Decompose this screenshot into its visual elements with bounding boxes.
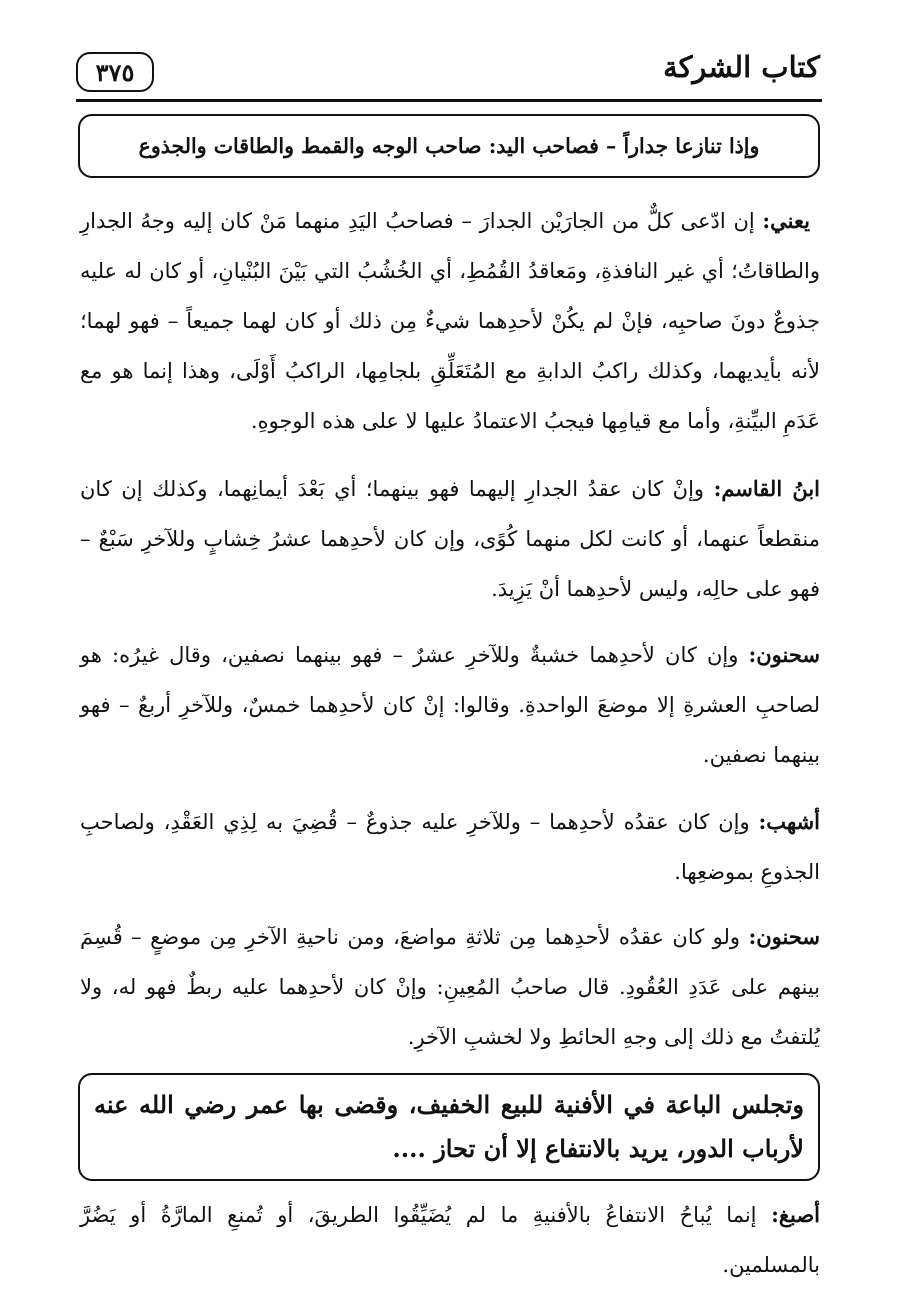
paragraph-text: ولو كان عقدُه لأحدِهما مِن ثلاثةِ مواضعَ، ومن ناحيةِ الآخرِ مِن موضعٍ – قُسِمَ بينهم على عَدَدِ العُقُودِ. قال صاحبُ المُعِينِ: وإنْ كان لأحدِهما عليه ربطٌ فهو له، ولا يُلتفتُ مع ذلك إلى وجهِ الحائطِ ولا لخشبِ الآخرِ. [80,925,820,1049]
commentary-paragraph [80,797,820,897]
commentary-paragraph [80,630,820,780]
matn-box-courtyard-vendors: وتجلس الباعة في الأفنية للبيع الخفيف، وقضى بها عمر رضي الله عنه لأرباب الدور، يريد بالانتفاع إلا أن تحاز .... [78,1073,820,1181]
paragraph-text: وإنْ كان عقدُ الجدارِ إليهما فهو بينهما؛ أي بَعْدَ أيمانِهما، وكذلك إن كان منقطعاً عنهما، أو كانت لكل منهما كُوًى، وإن كان لأحدِهما عشرُ خِشابٍ وللآخرِ سَبْعٌ – فهو على حالِه، وليس لأحدِهما أنْ يَزِيدَ. [80,477,820,601]
page-number-badge: ٣٧٥ [76,52,154,92]
commentary-paragraph [80,912,820,1062]
speaker-label: أصبغ: [771,1202,820,1227]
commentary-paragraph [80,1190,820,1290]
commentary-paragraph [80,196,820,446]
speaker-label: أشهب: [758,809,820,834]
speaker-label: سحنون: [748,924,820,949]
paragraph-text: وإن كان لأحدِهما خشبةٌ وللآخرِ عشرٌ – فهو بينهما نصفين، وقال غيرُه: هو لصاحبِ العشرةِ إلا موضعَ الواحدةِ. وقالوا: إنْ كان لأحدِهما خمسٌ، وللآخرِ أربعٌ – فهو بينهما نصفين. [80,643,820,767]
paragraph-text: إن ادّعى كلٌّ من الجارَيْن الجدارَ – فصاحبُ اليَدِ منهما مَنْ كان إليه وجهُ الجدارِ والطاقاتُ؛ أي غير النافذةِ، ومَعاقدُ القُمُطِ، أي الخُشُبُ التي بَيْنَ البُنْيانِ، أو كان له عليه جذوعٌ دونَ صاحبِه، فإنْ لم يكُنْ لأحدِهما شيءٌ مِن ذلك أو كان لهما جميعاً – فهو لهما؛ لأنه بأيديهما، وكذلك راكبُ الدابةِ مع المُتَعَلِّقِ بلجامِها، الراكبُ أَوْلَى، وهذا إنما هو مع عَدَمِ البيِّنةِ، وأما مع قيامِها فيجبُ الاعتمادُ عليها لا على هذه الوجوهِ. [80,209,820,433]
paragraph-text: وإن كان عقدُه لأحدِهما – وللآخرِ عليه جذوعٌ – قُضِيَ به لِذِي العَقْدِ، ولصاحبِ الجذوعِ بموضعِها. [80,810,820,884]
matn-box-wall-dispute: وإذا تنازعا جداراً – فصاحب اليد: صاحب الوجه والقمط والطاقات والجذوع [78,114,820,178]
speaker-label: ابنُ القاسم: [713,476,820,501]
speaker-label: يعني: [762,208,810,233]
book-title: كتاب الشركة [663,50,820,84]
header-rule [76,99,822,102]
commentary-paragraph [80,464,820,614]
speaker-label: سحنون: [748,642,820,667]
paragraph-text: إنما يُباحُ الانتفاعُ بالأفنيةِ ما لم يُضَيِّقُوا الطريقَ، أو تُمنعِ المارَّةُ أو يَضُرَّ بالمسلمين. [80,1203,820,1277]
